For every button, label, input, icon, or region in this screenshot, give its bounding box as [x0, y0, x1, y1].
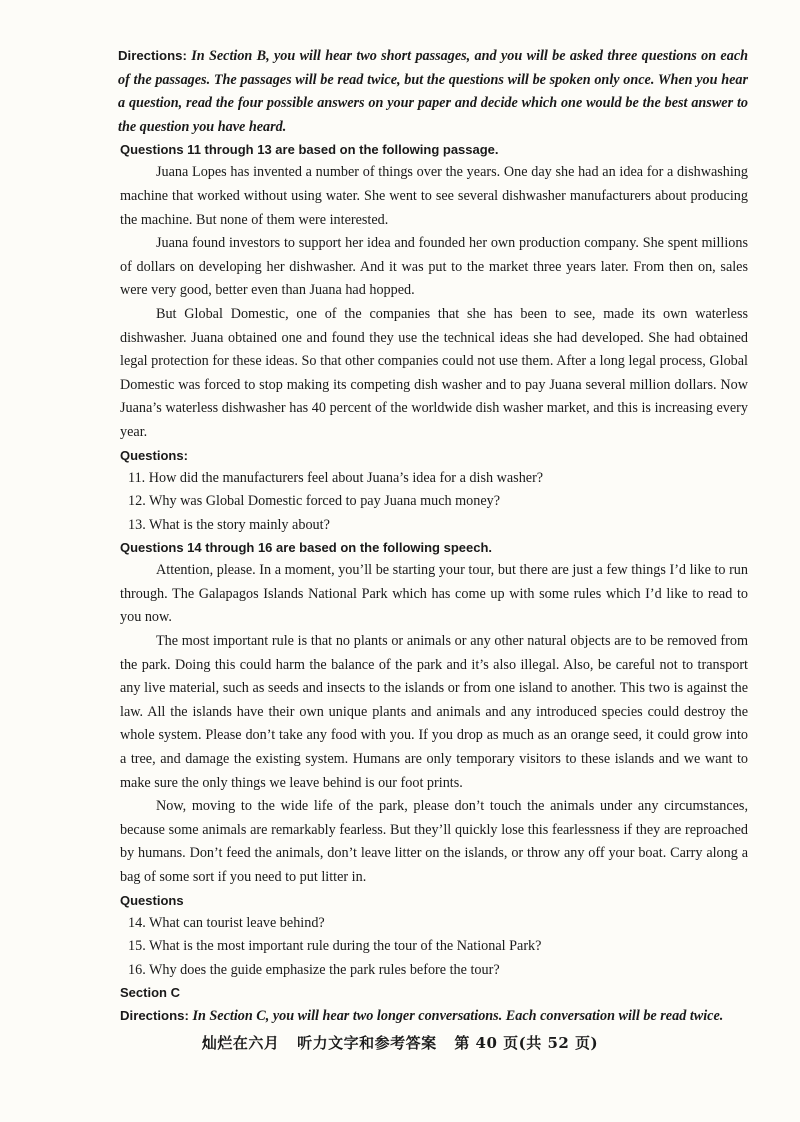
passage-1-paragraph: Juana Lopes has invented a number of things over the years. One day she had an idea for a dishwashing machine that worked without using water. She went to see several dishwasher manufacturers about producing the machine. But none of them were interested.: [120, 164, 748, 228]
footer-subtitle: 听力文字和参考答案: [297, 1034, 437, 1052]
passage-2-paragraph: Attention, please. In a moment, you’ll be starting your tour, but there are just a few things I’d like to run through. The Galapagos Islands National Park which has come up with some rules which I’d like to read to you now.: [120, 562, 748, 626]
page-number: 第 40 页(共 52 页): [454, 1034, 599, 1052]
question-item: 16. Why does the guide emphasize the park rules before the tour?: [128, 961, 500, 978]
question-item: 13. What is the story mainly about?: [128, 516, 330, 533]
book-title: 灿烂在六月: [201, 1034, 280, 1052]
question-item: 11. How did the manufacturers feel about Juana’s idea for a dish washer?: [128, 469, 544, 486]
passage-1-questions-label: Questions:: [120, 447, 188, 463]
passage-2-paragraph: The most important rule is that no plants or animals or any other natural objects are to be removed from the park. Doing this could harm the balance of the park and it’s also illegal. Also, be careful not to transport any live material, such as seeds and insects to the islands or from one island to another. This two is against the law. All the islands have their own unique plants and animals and any introduced species could destroy the whole system. Please don’t take any food with you. If you drop as much as an orange seed, it could grow into a tree, and damage the existing system. Humans are only temporary visitors to these islands and we want to make sure the only things we leave behind is our foot prints.: [120, 633, 748, 791]
question-item: 12. Why was Global Domestic forced to pay Juana much money?: [128, 493, 501, 510]
section-c-heading: Section C: [120, 985, 180, 1001]
section-c-directions: [120, 1004, 748, 1029]
directions-text: In Section C, you will hear two longer conversations. Each conversation will be read twice.: [192, 1008, 724, 1025]
passage-1-paragraph: Juana found investors to support her idea and founded her own production company. She spent millions of dollars on developing her dishwasher. And it was put to the market three years later. From then on, sales were very good, better even than Juana had hopped.: [120, 235, 748, 299]
passage-1-paragraph: But Global Domestic, one of the companies that she has been to see, made its own waterless dishwasher. Juana obtained one and found they use the technical ideas she had developed. She had obtained legal protection for these ideas. So that other companies could not use them. After a long legal process, Global Domestic was forced to stop making its competing dish washer and to pay Juana several million dollars. Now Juana’s waterless dishwasher has 40 percent of the worldwide dish washer market, and this is increasing every year.: [120, 305, 748, 440]
section-b-directions: [118, 44, 748, 139]
question-item: 14. What can tourist leave behind?: [128, 914, 325, 931]
passage-1-heading: Questions 11 through 13 are based on the following passage.: [120, 142, 499, 158]
page-footer: [0, 1032, 800, 1053]
directions-label: Directions:: [118, 48, 187, 63]
directions-label: Directions:: [120, 1008, 189, 1024]
passage-2-questions-label: Questions: [120, 892, 184, 908]
directions-text: In Section B, you will hear two short passages, and you will be asked three questions on each of the passages. The passages will be read twice, but the questions will be spoken only once. When you hear a question, read the four possible answers on your paper and decide which one would be the best answer to the question you have heard.: [118, 48, 749, 135]
passage-2-heading: Questions 14 through 16 are based on the following speech.: [120, 540, 493, 556]
passage-2-paragraph: Now, moving to the wide life of the park, please don’t touch the animals under any circumstances, because some animals are remarkably fearless. But they’ll quickly lose this fearlessness if they are reproached by humans. Don’t feed the animals, don’t leave litter on the islands, or throw any off your boat. Carry along a bag of some sort if you need to put litter in.: [120, 798, 748, 885]
question-item: 15. What is the most important rule during the tour of the National Park?: [128, 938, 542, 955]
